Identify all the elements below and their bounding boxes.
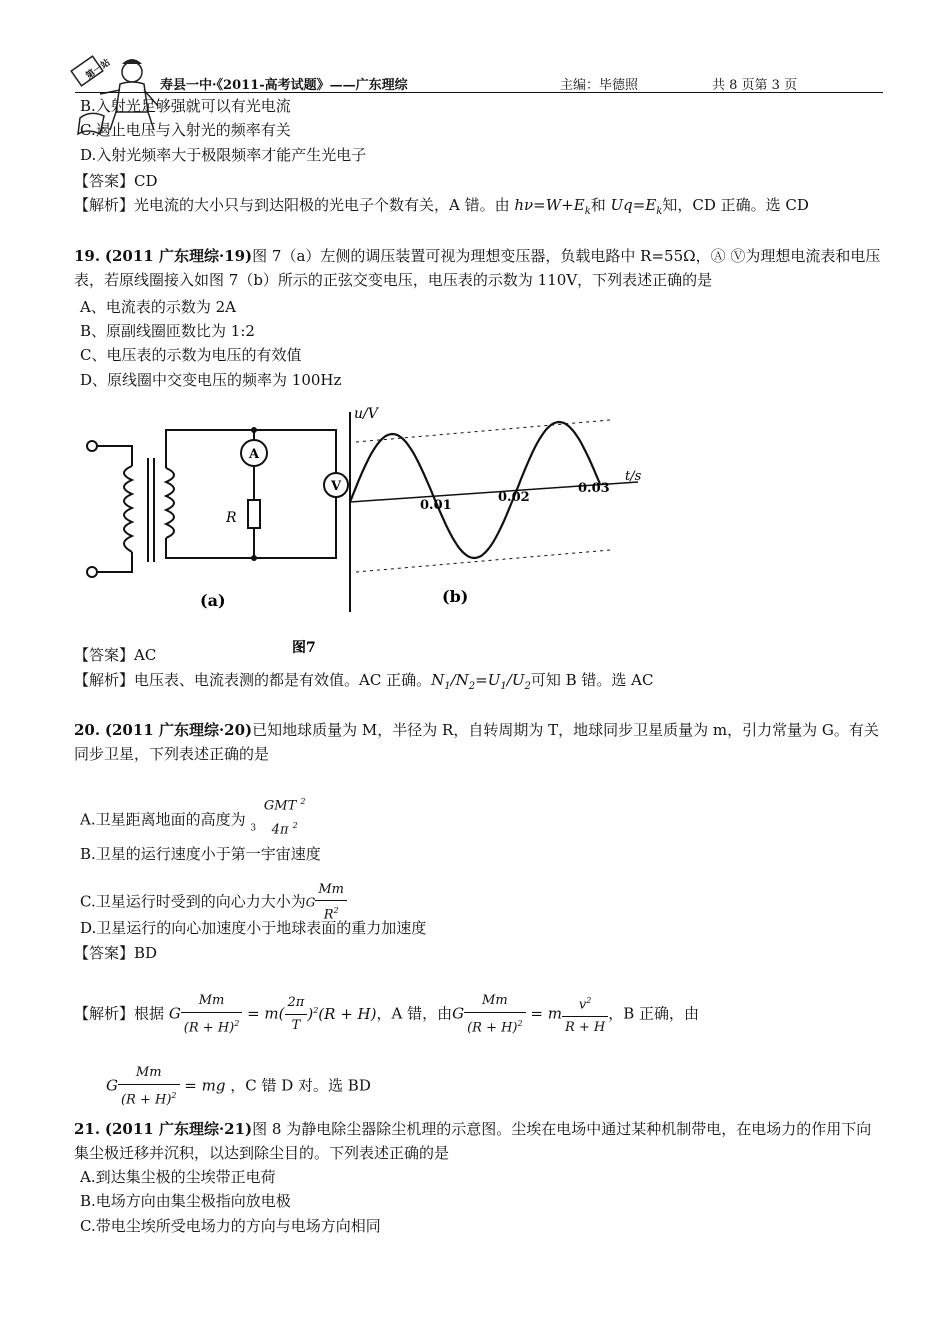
q21-option-c: C.带电尘埃所受电场力的方向与电场方向相同 <box>80 1217 381 1235</box>
question-number: 21. <box>74 1120 101 1138</box>
analysis-text: 可知 B 错。选 AC <box>530 671 654 689</box>
label-a: (a) <box>200 591 226 610</box>
tick-0-01: 0.01 <box>420 498 452 513</box>
question-source: (2011 广东理综·21) <box>104 1120 253 1138</box>
question-stem: 图 8 为静电除尘器除尘机理的示意图。尘埃在电场中通过某种机制带电，在电场力的作用下向集尘极迁移并沉积，以达到除尘目的。下列表述正确的是 <box>74 1120 872 1162</box>
answer-value: AC <box>134 646 157 664</box>
analysis-label: 【解析】 <box>74 196 135 214</box>
q18-option-b: B.入射光足够强就可以有光电流 <box>80 97 291 115</box>
formula-stopping-voltage: $Uq=E_k$ <box>610 196 663 217</box>
header-page: 共 8 页第 3 页 <box>712 78 798 93</box>
input-terminal-top <box>87 441 97 451</box>
option-text: C.卫星运行时受到的向心力大小为 <box>80 892 306 911</box>
input-terminal-bottom <box>87 567 97 577</box>
q19-option-a: A、电流表的示数为 2A <box>80 298 236 316</box>
transformer-core <box>148 458 154 562</box>
formula-surface-gravity: $\frac{Mm}{(R + H)^2}$ <box>118 1062 180 1111</box>
q20-option-b: B.卫星的运行速度小于第一宇宙速度 <box>80 845 321 863</box>
sine-graph <box>350 412 638 612</box>
tick-0-03: 0.03 <box>578 481 610 496</box>
formula-gravitation: $\frac{Mm}{(R + H)^2}$ <box>181 990 243 1039</box>
t-axis-label: t/s <box>625 469 642 484</box>
logo-text: 第一站 <box>84 57 113 82</box>
question-stem: 已知地球质量为 M，半径为 R，自转周期为 T，地球同步卫星质量为 m，引力常量为 G。有关同步卫星，下列表述正确的是 <box>74 721 879 763</box>
q19-option-d: D、原线圈中交变电压的频率为 100Hz <box>80 371 342 389</box>
q18-analysis <box>74 195 809 222</box>
formula-centripetal: $\frac{Mm}{R^2}$ <box>315 880 347 925</box>
ammeter-label: A <box>248 447 260 462</box>
option-text: A.卫星距离地面的高度为 <box>80 810 246 829</box>
header-rule <box>75 92 883 93</box>
question-number: 20. <box>74 721 101 739</box>
primary-coil <box>124 466 132 552</box>
question-stem: 图 7（a）左侧的调压装置可视为理想变压器，负载电路中 R=55Ω，Ⓐ Ⓥ为理想电流表和电压表，若原线圈接入如图 7（b）所示的正弦交变电压，电压表的示数为 110V，下列表述正确的是 <box>74 247 881 289</box>
analysis-text: 电压表、电流表测的都是有效值。AC 正确。 <box>134 671 432 689</box>
q21-option-a: A.到达集尘极的尘埃带正电荷 <box>80 1168 276 1186</box>
analysis-text: ，A 错，由 <box>376 1004 453 1023</box>
question-source: (2011 广东理综·20) <box>104 721 253 739</box>
q18-option-c: C.遏止电压与入射光的频率有关 <box>80 121 291 139</box>
analysis-text: 和 <box>590 196 611 214</box>
analysis-label: 【解析】 <box>74 671 135 689</box>
transformer-circuit <box>87 430 348 577</box>
y-axis-label: u/V <box>354 406 378 422</box>
analysis-text: 光电流的大小只与到达阳极的光电子个数有关，A 错。由 <box>134 196 515 214</box>
analysis-label: 【解析】 <box>74 1004 135 1023</box>
formula-velocity: $\frac{v^2}{R + H}$ <box>562 990 608 1039</box>
q19-option-b: B、原副线圈匝数比为 1:2 <box>80 322 255 340</box>
label-b: (b) <box>442 587 469 606</box>
sine-curve <box>350 422 600 558</box>
formula-turns-ratio: $N_1/N_2=U_1/U_2$ <box>431 671 531 692</box>
formula-gravitation-2: $\frac{Mm}{(R + H)^2}$ <box>464 990 526 1039</box>
analysis-text: 知，CD 正确。选 CD <box>662 196 809 214</box>
answer-label: 【答案】 <box>74 944 135 962</box>
header-editor: 主编：毕德照 <box>560 78 639 93</box>
q19-answer <box>74 645 156 665</box>
figure-caption: 图7 <box>292 640 316 656</box>
secondary-coil <box>166 468 174 538</box>
q20-stem <box>74 718 884 766</box>
q19-stem <box>74 244 884 292</box>
formula-photoelectric: $h\nu=W+E_k$ <box>514 196 591 217</box>
q20-analysis-cont: G $\frac{Mm}{(R + H)^2}$ = mg ，C 错 D 对。选 BD <box>106 1062 371 1111</box>
q21-option-b: B.电场方向由集尘极指向放电极 <box>80 1192 291 1210</box>
analysis-text: 根据 <box>134 1004 165 1023</box>
header-school: 寿县一中·《2011-高考试题》——广东理综 <box>160 78 408 93</box>
q20-option-c: C.卫星运行时受到的向心力大小为G $\frac{Mm}{R^2}$ <box>80 880 347 925</box>
answer-label: 【答案】 <box>74 646 135 664</box>
q19-option-c: C、电压表的示数为电压的有效值 <box>80 346 302 364</box>
question-source: (2011 广东理综·19) <box>104 247 253 265</box>
answer-value: CD <box>134 172 158 190</box>
formula-omega: $\frac{2\pi}{T}$ <box>285 992 308 1037</box>
q18-answer <box>74 171 158 191</box>
voltmeter-label: V <box>330 479 342 494</box>
q20-analysis: 【解析】根据 G $\frac{Mm}{(R + H)^2}$ = m( $\frac{2\pi}{T}$ )$^2$(R + H)，A 错，由G $\frac{Mm}{(R + H)^2}$ = m $\frac{v^2}{R + H}$ ，B 正确，由 <box>74 990 699 1039</box>
q21-stem <box>74 1117 884 1165</box>
resistor-label: R <box>226 510 237 526</box>
q19-analysis <box>74 670 653 697</box>
answer-label: 【答案】 <box>74 172 135 190</box>
q20-option-d: D.卫星运行的向心加速度小于地球表面的重力加速度 <box>80 919 427 937</box>
q18-option-d: D.入射光频率大于极限频率才能产生光电子 <box>80 146 367 164</box>
question-number: 19. <box>74 247 101 265</box>
answer-value: BD <box>134 944 158 962</box>
q20-answer <box>74 943 157 963</box>
q20-option-a: A.卫星距离地面的高度为 $_3$ GMT $^2$ 4π $^2$ <box>80 796 309 845</box>
analysis-text: ，C 错 D 对。选 BD <box>230 1076 371 1095</box>
formula-height: GMT $^2$ 4π $^2$ <box>263 797 306 838</box>
resistor <box>248 500 260 528</box>
tick-0-02: 0.02 <box>498 490 530 505</box>
analysis-text: ，B 正确，由 <box>608 1004 700 1023</box>
